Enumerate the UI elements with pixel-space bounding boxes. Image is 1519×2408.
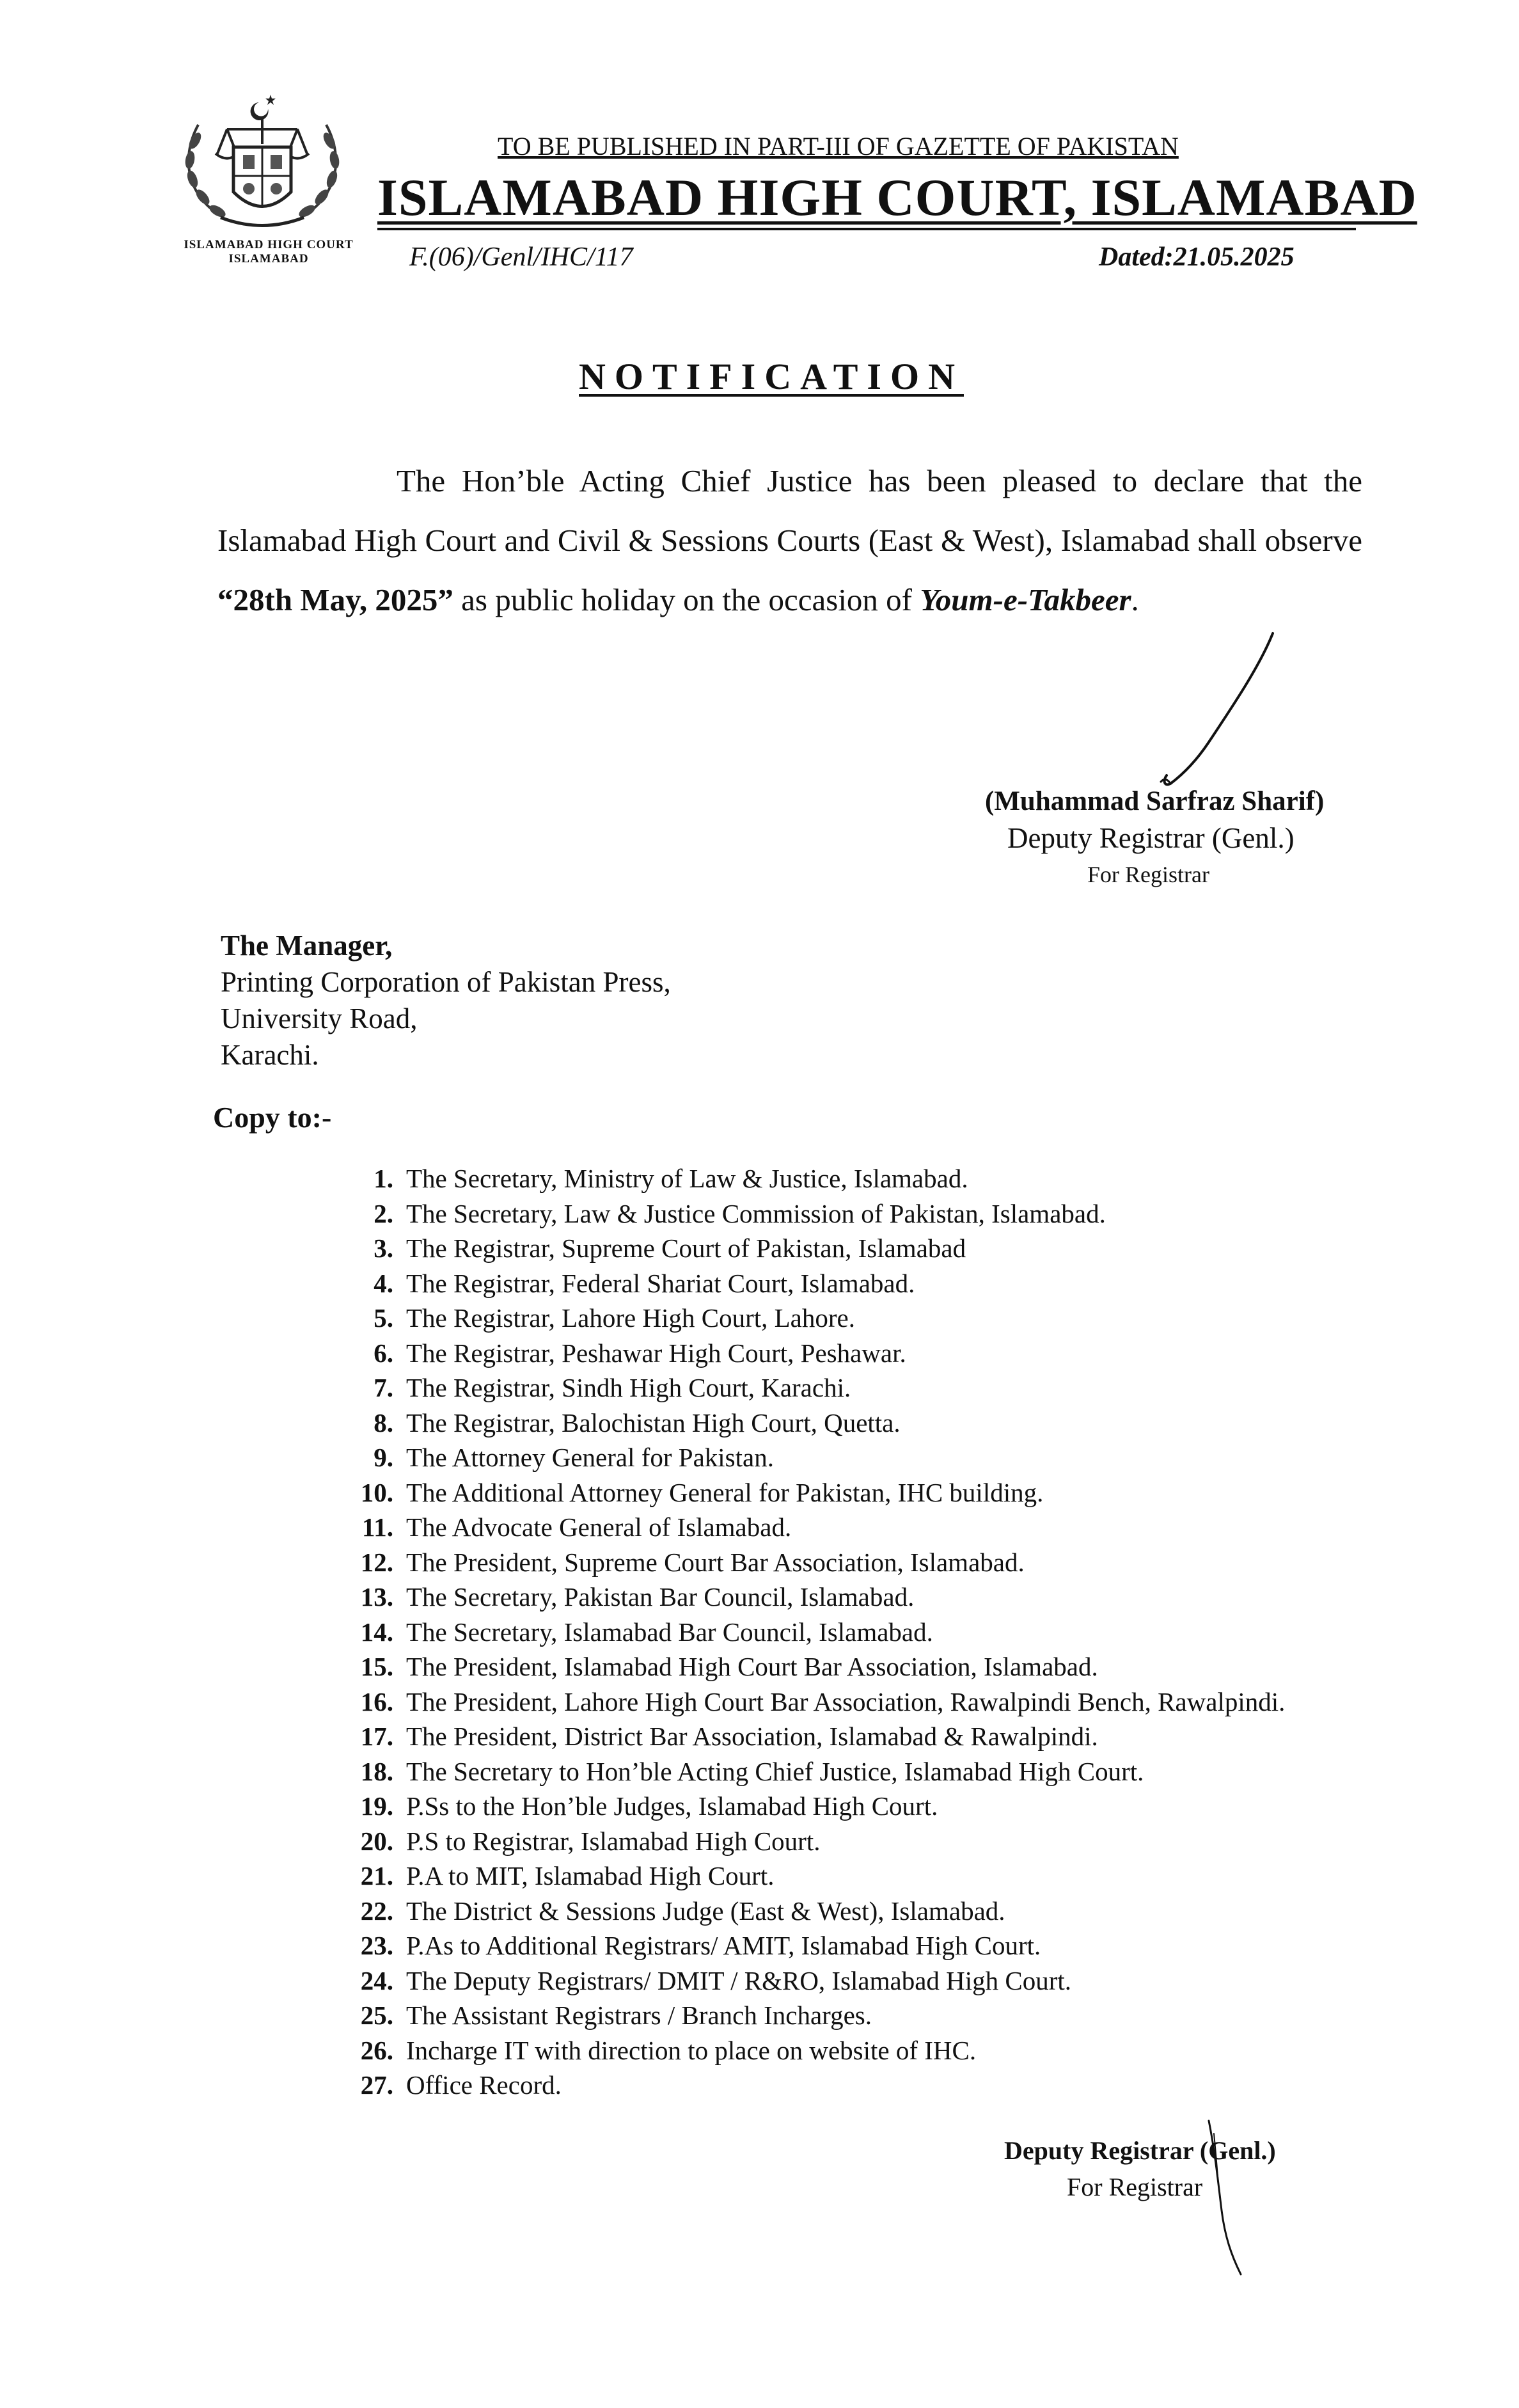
bottom-signatory-for-line: For Registrar	[1067, 2173, 1203, 2201]
copy-to-item	[333, 1545, 1484, 1580]
copy-to-item	[333, 2068, 1484, 2103]
addressee-block	[221, 928, 671, 1073]
copy-to-item-number: 17.	[360, 1722, 393, 1751]
copy-to-item	[333, 1510, 1484, 1545]
copy-to-item-text: P.As to Additional Registrars/ AMIT, Islamabad High Court.	[406, 1931, 1041, 1960]
copy-to-item-number: 19.	[360, 1791, 393, 1821]
copy-to-item-text: P.Ss to the Hon’ble Judges, Islamabad High Court.	[406, 1791, 938, 1821]
copy-to-item-number: 26.	[360, 2035, 393, 2065]
copy-to-item	[333, 1336, 1484, 1371]
copy-to-item-text: The Secretary, Law & Justice Commission of Pakistan, Islamabad.	[406, 1198, 1106, 1228]
copy-to-item-text: P.A to MIT, Islamabad High Court.	[406, 1861, 775, 1890]
copy-to-item	[333, 1963, 1484, 1999]
addressee-line: University Road,	[221, 1002, 418, 1034]
copy-to-item-number: 24.	[360, 1965, 393, 1995]
copy-to-item	[333, 1440, 1484, 1475]
copy-to-item-number: 1.	[374, 1164, 393, 1193]
copy-to-item-text: The Assistant Registrars / Branch Incharges.	[406, 2000, 872, 2030]
copy-to-item-text: The Secretary, Islamabad Bar Council, Islamabad.	[406, 1617, 933, 1647]
handwritten-signature	[1145, 627, 1298, 793]
copy-to-item-text: The Secretary, Pakistan Bar Council, Islamabad.	[406, 1582, 915, 1612]
copy-to-label: Copy to:-	[213, 1101, 332, 1134]
copy-to-item-text: The District & Sessions Judge (East & West), Islamabad.	[406, 1896, 1005, 1926]
copy-to-item-number: 27.	[360, 2070, 393, 2100]
holiday-date: “28th May, 2025”	[217, 582, 453, 617]
bottom-signatory-designation: Deputy Registrar (Genl.)	[1004, 2136, 1276, 2165]
date-line: Dated:21.05.2025	[1099, 242, 1295, 272]
copy-to-item-text: The Registrar, Peshawar High Court, Peshawar.	[406, 1338, 906, 1368]
copy-to-item	[333, 1928, 1484, 1963]
copy-to-item-text: The Registrar, Federal Shariat Court, Islamabad.	[406, 1268, 915, 1298]
copy-to-item-number: 4.	[374, 1268, 393, 1298]
gazette-publication-line: TO BE PUBLISHED IN PART-III OF GAZETTE OF PAKISTAN	[498, 132, 1179, 161]
signatory-for-line: For Registrar	[1087, 862, 1209, 887]
copy-to-item	[333, 1196, 1484, 1232]
notification-title: NOTIFICATION	[579, 356, 964, 397]
copy-to-item	[333, 1231, 1484, 1266]
copy-to-item-number: 18.	[360, 1756, 393, 1786]
copy-to-item-number: 15.	[360, 1652, 393, 1681]
addressee-line: Karachi.	[221, 1039, 319, 1071]
signatory-designation: Deputy Registrar (Genl.)	[1007, 822, 1295, 854]
copy-to-item-text: Office Record.	[406, 2070, 562, 2100]
copy-to-item-text: The Attorney General for Pakistan.	[406, 1443, 774, 1472]
copy-to-item	[333, 1370, 1484, 1406]
copy-to-item-text: The President, Supreme Court Bar Association, Islamabad.	[406, 1547, 1025, 1577]
copy-to-item	[333, 2033, 1484, 2068]
copy-to-item-text: The President, Lahore High Court Bar Association, Rawalpindi Bench, Rawalpindi.	[406, 1686, 1286, 1716]
body-text-part1: The Hon’ble Acting Chief Justice has been pleased to declare that the Islamabad High Court and Civil & Sessions Courts (East & West), Islamabad shall observe	[217, 463, 1362, 558]
copy-to-item-number: 23.	[360, 1931, 393, 1960]
copy-to-item-text: The Registrar, Lahore High Court, Lahore.	[406, 1303, 855, 1333]
copy-to-item-number: 22.	[360, 1896, 393, 1926]
occasion-name: Youm-e-Takbeer	[920, 582, 1131, 617]
copy-to-item	[333, 1789, 1484, 1824]
body-text-part2: as public holiday on the occasion of	[453, 582, 920, 617]
copy-to-item-text: The Additional Attorney General for Pakistan, IHC building.	[406, 1477, 1044, 1507]
copy-to-item-number: 10.	[360, 1477, 393, 1507]
copy-to-item-number: 12.	[360, 1547, 393, 1577]
copy-to-item-text: The Registrar, Balochistan High Court, Quetta.	[406, 1407, 901, 1438]
copy-to-item-number: 20.	[360, 1826, 393, 1856]
copy-to-item	[333, 1858, 1484, 1894]
copy-to-item-text: The Registrar, Supreme Court of Pakistan, Islamabad	[406, 1233, 966, 1263]
signatory-name: (Muhammad Sarfraz Sharif)	[985, 786, 1325, 816]
copy-to-item-text: The Deputy Registrars/ DMIT / R&RO, Islamabad High Court.	[406, 1965, 1072, 1995]
copy-to-item-number: 9.	[374, 1443, 393, 1472]
copy-to-item	[333, 1719, 1484, 1754]
copy-to-item-number: 13.	[360, 1582, 393, 1612]
emblem-caption: ISLAMABAD HIGH COURT ISLAMABAD	[184, 238, 354, 265]
notification-body	[217, 451, 1362, 630]
addressee-line: The Manager,	[221, 930, 393, 962]
copy-to-item-number: 25.	[360, 2000, 393, 2030]
court-emblem	[163, 90, 361, 237]
copy-to-item	[333, 1824, 1484, 1859]
copy-to-item-text: The Advocate General of Islamabad.	[406, 1512, 792, 1542]
copy-to-item	[333, 1580, 1484, 1615]
copy-to-item	[333, 1998, 1484, 2033]
copy-to-item-text: The President, Islamabad High Court Bar Association, Islamabad.	[406, 1652, 1098, 1681]
copy-to-item-number: 6.	[374, 1338, 393, 1368]
addressee-line: Printing Corporation of Pakistan Press,	[221, 966, 671, 998]
copy-to-item-number: 3.	[374, 1233, 393, 1263]
file-number: F.(06)/Genl/IHC/117	[409, 242, 633, 272]
copy-to-item-text: Incharge IT with direction to place on website of IHC.	[406, 2035, 977, 2065]
copy-to-item-number: 5.	[374, 1303, 393, 1333]
copy-to-item	[333, 1301, 1484, 1336]
copy-to-item	[333, 1894, 1484, 1929]
court-name-heading: ISLAMABAD HIGH COURT, ISLAMABAD	[377, 168, 1417, 226]
copy-to-item-text: P.S to Registrar, Islamabad High Court.	[406, 1826, 821, 1856]
copy-to-item-text: The President, District Bar Association, Islamabad & Rawalpindi.	[406, 1722, 1098, 1751]
copy-to-item	[333, 1161, 1484, 1196]
header-rule	[377, 228, 1356, 230]
copy-to-item-number: 14.	[360, 1617, 393, 1647]
copy-to-item	[333, 1649, 1484, 1684]
copy-to-item	[333, 1406, 1484, 1441]
copy-to-item-number: 11.	[362, 1512, 393, 1542]
copy-to-item	[333, 1615, 1484, 1650]
copy-to-item	[333, 1684, 1484, 1720]
bottom-signature-stroke	[1202, 2114, 1247, 2281]
copy-to-item-number: 2.	[374, 1198, 393, 1228]
body-text-part3: .	[1131, 582, 1139, 617]
copy-to-item-number: 16.	[360, 1686, 393, 1716]
copy-to-item-number: 21.	[360, 1861, 393, 1890]
copy-to-item-text: The Secretary to Hon’ble Acting Chief Justice, Islamabad High Court.	[406, 1756, 1144, 1786]
copy-to-item-text: The Secretary, Ministry of Law & Justice, Islamabad.	[406, 1164, 968, 1193]
copy-to-item	[333, 1266, 1484, 1301]
copy-to-item-text: The Registrar, Sindh High Court, Karachi.	[406, 1373, 851, 1402]
copy-to-item	[333, 1754, 1484, 1789]
copy-to-item-number: 7.	[374, 1373, 393, 1402]
copy-to-item-number: 8.	[374, 1407, 393, 1438]
copy-to-list	[333, 1161, 1484, 2103]
copy-to-item	[333, 1475, 1484, 1510]
